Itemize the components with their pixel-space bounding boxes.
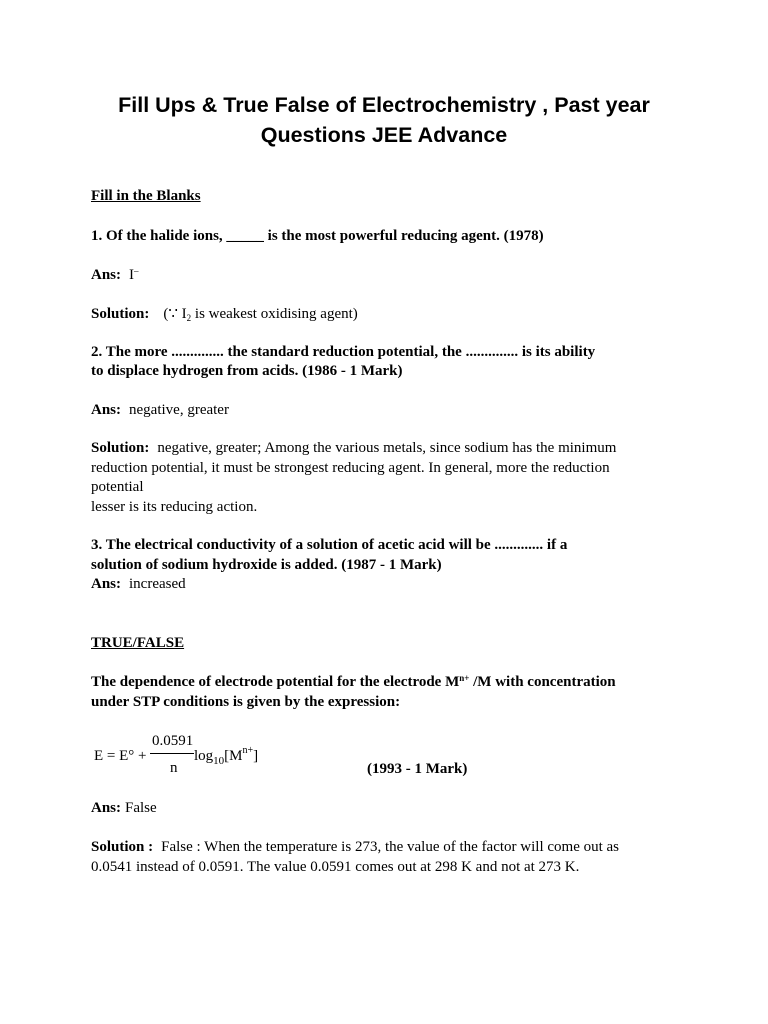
q2-solution-line-3: potential [91,479,144,495]
q2-answer [91,401,229,421]
question-text: The dependence of electrode potential for the electrode M [91,674,460,690]
q1-solution [91,305,358,325]
solution-label: Solution : [91,839,154,855]
q3-question-line-1: 3. The electrical conductivity of a solution of acetic acid will be ............. if a [91,537,568,553]
answer-label: Ans: [91,402,122,418]
answer-label: Ans: [91,576,122,592]
solution-label: Solution: [91,440,150,456]
solution-text-prefix: (∵ I [163,306,187,322]
answer-text: negative, greater [129,402,229,418]
nernst-equation [94,733,294,781]
answer-text: increased [129,576,186,592]
tf-q1-solution-line-1 [91,838,619,858]
solution-text: False : When the temperature is 273, the value of the factor will come out as [161,839,620,855]
answer-label: Ans: [91,800,122,816]
page-title [60,90,708,150]
ion-power: n+ [242,745,254,756]
equation-rhs [194,747,258,765]
equation-lhs: E = E° + [94,748,147,764]
title-line-1: Fill Ups & True False of Electrochemistry , Past year [118,93,650,117]
answer-text: I [129,267,135,283]
q1-question: 1. Of the halide ions, _____ is the most powerful reducing agent. (1978) [91,228,544,244]
q3-question-line-2: solution of sodium hydroxide is added. (1987 - 1 Mark) [91,557,442,573]
true-false-heading: TRUE/FALSE [91,635,185,651]
fill-blanks-heading: Fill in the Blanks [91,188,201,204]
q3-answer [91,575,186,595]
q2-question-line-2: to displace hydrogen from acids. (1986 - 1 Mark) [91,363,403,379]
tf-q1-question-line-1 [91,673,616,693]
question-text-post: /M with concentration [469,674,616,690]
question-superscript: n+ [459,673,470,683]
title-line-2: Questions JEE Advance [260,123,508,147]
log-text: log [194,748,214,764]
tf-q1-solution-line-2: 0.0541 instead of 0.0591. The value 0.0591 comes out at 298 K and not at 273 K. [91,859,580,875]
bracket-open: [M [224,748,243,764]
solution-label: Solution: [91,306,150,322]
tf-q1-marks: (1993 - 1 Mark) [367,761,468,777]
q2-solution-line-1 [91,439,616,459]
fraction-bar [150,753,194,754]
q2-solution-line-2: reduction potential, it must be strongest reducing agent. In general, more the reduction [91,460,610,476]
answer-label: Ans: [91,267,122,283]
tf-q1-question-line-2: under STP conditions is given by the expression: [91,694,401,710]
q2-solution-line-4: lesser is its reducing action. [91,499,258,515]
solution-subscript: 2 [186,313,192,323]
solution-text: negative, greater; Among the various metals, since sodium has the minimum [157,440,617,456]
solution-text-suffix: is weakest oxidising agent) [191,306,358,322]
equation-numerator: 0.0591 [152,733,194,749]
log-base: 10 [213,755,225,767]
bracket-close: ] [253,748,259,764]
equation-denominator: n [170,760,178,776]
q1-answer [91,266,139,286]
answer-text: False [125,800,157,816]
q2-question-line-1: 2. The more .............. the standard reduction potential, the .............. is its ability [91,344,596,360]
tf-q1-answer [91,799,157,819]
answer-superscript: – [134,266,139,276]
